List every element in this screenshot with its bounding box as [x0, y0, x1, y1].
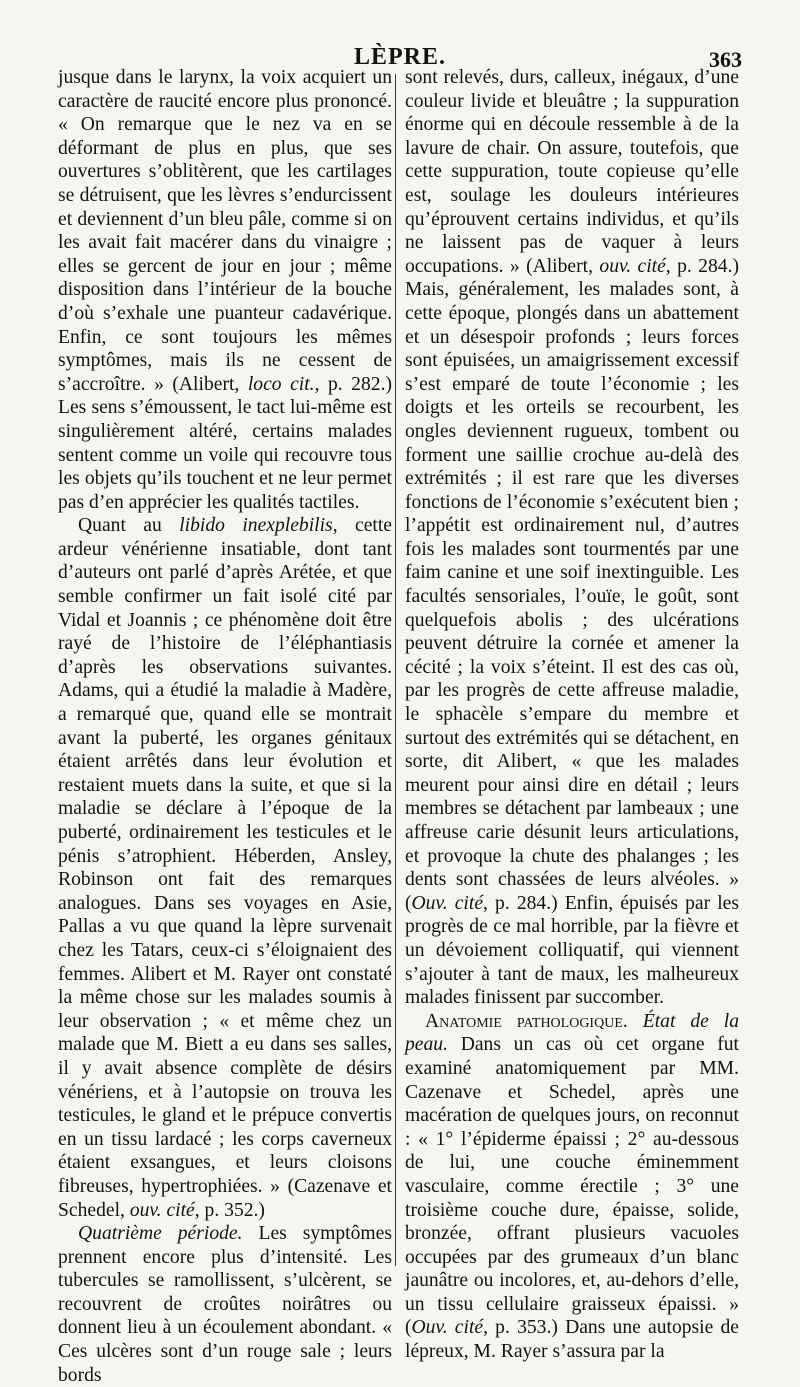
right-column — [405, 66, 739, 1364]
italic-term: libido inexplebilis — [179, 515, 333, 537]
text-run: Quant au — [78, 515, 180, 537]
paragraph — [405, 66, 739, 1010]
italic-citation: loco cit. — [247, 373, 315, 395]
page-number: 363 — [709, 47, 742, 72]
italic-citation: ouv. cité — [129, 1199, 195, 1221]
text-run: jusque dans le larynx, la voix acquiert un caractère de raucité encore plus prononcé. « On remarque que le nez va en se déformant de plus en plus, que ses ouvertures s’oblitèrent, que les cartilages se détruisent, que les lèvres s’endurcissent et deviennent d’un bleu pâle, comme si on les avait fait macérer dans du vinaigre ; elles se gercent de jour en jour ; même disposition dans l’intérieur de la bouche d’où s’exhale une puanteur cadavérique. Enfin, ce sont toujours les mêmes symptômes, mais ils ne cessent de s’accroître. » (Alibert, — [58, 67, 392, 395]
text-run: , p. 284.) Mais, généralement, les malades sont, à cette époque, plongés dans un abattement et un désespoir profonds ; leurs forces sont épuisées, un amaigrissement excessif s’est emparé de toute l’économie ; les doigts et les orteils se recourbent, les ongles deviennent rugueux, tombent ou forment une saillie crochue au-delà des extrémités ; il est rare que les diverses fonctions de l’économie s’exécutent bien ; l’appétit est ordinairement nul, d’autres fois les malades sont tourmentés par une faim canine et une soif inextinguible. Les facultés sensoriales, l’ouïe, le goût, sont quelquefois abolis ; des ulcérations peuvent détruire la cornée et amener la cécité ; la voix s’éteint. Il est des cas où, par les progrès de cette affreuse maladie, le sphacèle s’empare du membre et surtout des extrémités qui se détachent, en sorte, dit Alibert, « que les malades meurent pour ainsi dire en détail ; leurs membres se détachent par lambeaux ; une affreuse carie désunit leurs articulations, et provoque la chute des phalanges ; les dents sont chassées de leurs alvéoles. » ( — [405, 255, 739, 914]
column-divider — [395, 74, 396, 1266]
italic-citation: Ouv. cité — [411, 1317, 484, 1339]
text-run: sont relevés, durs, calleux, inégaux, d’une couleur livide et bleuâtre ; la suppuration énorme qui en découle ressemble à de la lavure de chair. On assure, toutefois, que cette suppuration, toute copieuse qu’elle est, soulage les douleurs intérieures qu’éprouvent certains individus, et qu’ils ne laissent pas de vaquer à leurs occupations. » (Alibert, — [405, 67, 739, 277]
section-heading: Quatrième période. — [78, 1223, 243, 1245]
italic-citation: ouv. cité — [599, 255, 666, 277]
subsection-heading: État de la peau. — [405, 1010, 740, 1056]
text-run: , p. 353.) Dans une autopsie de lépreux, M. Rayer s’assura par la — [405, 1317, 739, 1363]
text-run: , p. 282.) Les sens s’émoussent, le tact lui-même est singulièrement altéré, certains malades sentent comme un voile qui recouvre tous les objets qu’ils touchent et ne leur permet pas d’en apprécier les qualités tactiles. — [58, 373, 392, 513]
text-run — [628, 1011, 643, 1032]
italic-citation: Ouv. cité — [411, 892, 484, 914]
paragraph — [405, 1010, 739, 1364]
paragraph — [58, 514, 392, 1222]
paragraph — [58, 66, 392, 514]
left-column — [58, 66, 392, 1387]
running-title: LÈPRE. — [353, 44, 446, 70]
paragraph — [58, 1222, 392, 1387]
section-heading: Anatomie pathologique. — [425, 1010, 628, 1032]
text-run: , p. 352.) — [194, 1199, 265, 1221]
text-run: Les symptômes prennent encore plus d’intensité. Les tubercules se ramollissent, s’ulcèrent, se recouvrent de croûtes noirâtres ou donnent lieu à un écoulement abondant. « Ces ulcères sont d’un rouge sale ; leurs bords — [58, 1223, 392, 1386]
text-run: , p. 284.) Enfin, épuisés par les progrès de ce mal horrible, par la fièvre et un dévoiement colliquatif, qui viennent s’ajouter à tant de maux, les malheureux malades finissent par succomber. — [405, 892, 739, 1009]
text-run: Dans un cas où cet organe fut examiné anatomiquement par MM. Cazenave et Schedel, après une macération de quelques jours, on reconnut : « 1° l’épiderme épaissi ; 2° au-dessous de lui, une couche éminemment vasculaire, comme érectile ; 3° une troisième couche dure, épaisse, solide, bronzée, offrant plusieurs vacuoles occupées par des grumeaux d’un blanc jaunâtre ou incolores, et, au-dehors d’elle, un tissu cellulaire graisseux épaissi. » ( — [405, 1034, 739, 1339]
text-run: , cette ardeur vénérienne insatiable, dont tant d’auteurs ont parlé d’après Arétée, et que semble confirmer un fait isolé cité par Vidal et Joannis ; ce phénomène doit être rayé de l’histoire de l’éléphantiasis d’après les observations suivantes. Adams, qui a étudié la maladie à Madère, a remarqué que, quand elle se montrait avant la puberté, les organes génitaux étaient arrêtés dans leur évolution et restaient muets dans la suite, et que si la maladie se déclare à l’époque de la puberté, ordinairement les testicules et le pénis s’atrophient. Héberden, Ansley, Robinson ont fait des remarques analogues. Dans ses voyages en Asie, Pallas a vu que quand la lèpre survenait chez les Tatars, ceux-ci s’éloignaient des femmes. Alibert et M. Rayer ont constaté la même chose sur les malades soumis à leur observation ; « et même chez un malade que M. Biett a eu dans ses salles, il y avait absence complète de désirs vénériens, et à l’autopsie on trouva les testicules, le gland et le prépuce convertis en un tissu lardacé ; les corps caverneux étaient exsangues, et leurs cloisons fibreuses, hypertrophiées. » (Cazenave et Schedel, — [58, 515, 392, 1221]
